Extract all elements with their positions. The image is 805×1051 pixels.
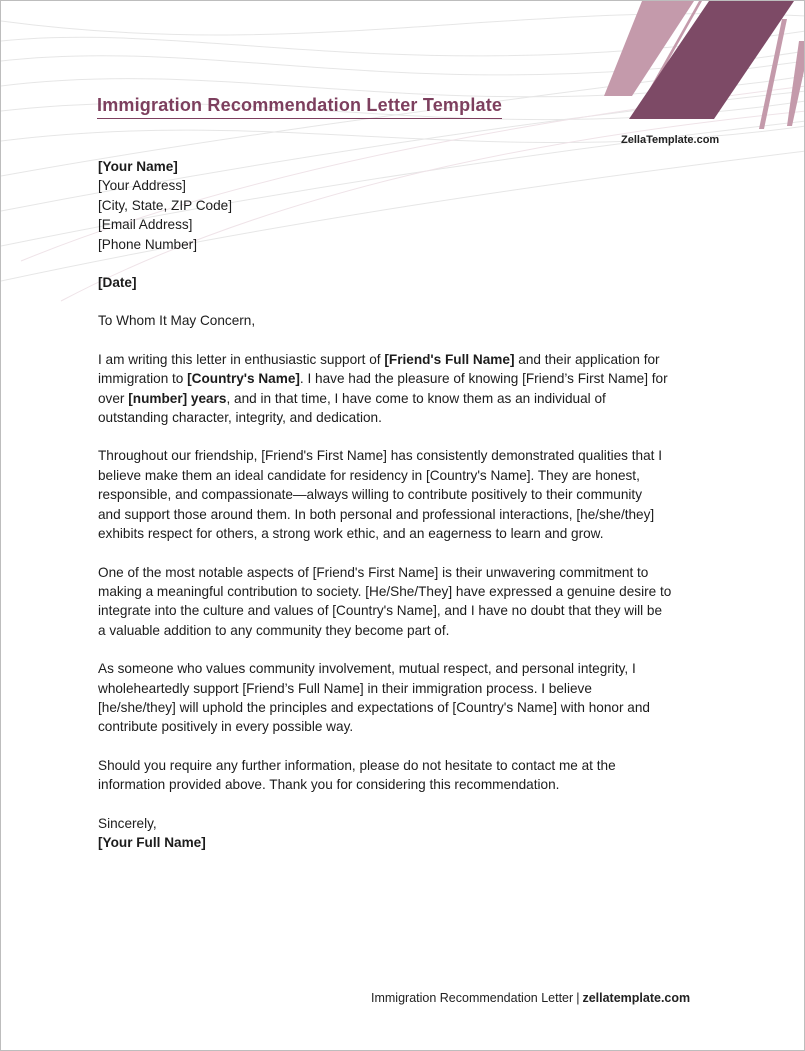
friend-full-name-placeholder: [Friend's Full Name] <box>384 351 515 367</box>
p5-line: Should you require any further information, please do not hesitate to contact me at the <box>98 757 616 773</box>
p2-line: Throughout our friendship, [Friend's First Name] has consistently demonstrated qualities that I <box>98 448 662 464</box>
p1-text: . I have had the pleasure of knowing [Friend’s First Name] for <box>299 371 668 387</box>
p2-line: and support those around them. In both personal and professional interactions, [he/she/they] <box>98 506 655 522</box>
p2-line: responsible, and compassionate—always willing to contribute positively to their community <box>98 487 643 503</box>
sender-email: [Email Address] <box>98 217 193 233</box>
sender-name: [Your Name] <box>98 159 178 174</box>
p3-line: One of the most notable aspects of [Friend's First Name] is their unwavering commitment to <box>98 564 649 580</box>
p2-line: exhibits respect for others, a strong work ethic, and an eagerness to learn and grow. <box>98 526 604 542</box>
corner-decoration <box>604 1 804 136</box>
footer-label: Immigration Recommendation Letter <box>371 991 574 1005</box>
p3-line: making a meaningful contribution to society. [He/She/They] have expressed a genuine desire to <box>98 583 672 599</box>
paragraph-5 <box>98 756 718 795</box>
page-footer <box>371 991 690 1005</box>
paragraph-2 <box>98 446 718 543</box>
sender-phone: [Phone Number] <box>98 236 197 252</box>
sender-address: [Your Address] <box>98 178 186 194</box>
p1-text: immigration to <box>98 371 188 387</box>
p1-text: and their application for <box>514 351 660 367</box>
p3-line: a valuable addition to any community they become part of. <box>98 622 450 638</box>
salutation: To Whom It May Concern, <box>98 313 256 329</box>
letter-date: [Date] <box>98 275 137 291</box>
p3-line: integrate into the culture and values of [Country's Name], and I have no doubt that they will be <box>98 603 663 619</box>
signature-name: [Your Full Name] <box>98 834 206 850</box>
country-name-placeholder: [Country's Name] <box>187 371 300 387</box>
p4-line: As someone who values community involvement, mutual respect, and personal integrity, I <box>98 661 636 677</box>
p2-line: believe make them an ideal candidate for residency in [Country's Name]. They are honest, <box>98 467 640 483</box>
letter-body <box>98 157 718 852</box>
p1-text: outstanding character, integrity, and dedication. <box>98 410 382 426</box>
p4-line: contribute positively in every possible way. <box>98 719 354 735</box>
closing: Sincerely, <box>98 815 157 831</box>
sender-city-state-zip: [City, State, ZIP Code] <box>98 197 232 213</box>
document-title: Immigration Recommendation Letter Template <box>97 95 502 119</box>
site-tag: ZellaTemplate.com <box>621 134 720 146</box>
paragraph-4 <box>98 659 718 737</box>
p1-text: over <box>98 390 129 406</box>
paragraph-1 <box>98 350 718 428</box>
paragraph-3 <box>98 563 718 641</box>
footer-site: zellatemplate.com <box>582 991 691 1005</box>
p1-text: I am writing this letter in enthusiastic support of <box>98 351 385 367</box>
number-years-placeholder: [number] years <box>128 390 227 406</box>
p4-line: [he/she/they] will uphold the principles and expectations of [Country's Name] with honor and <box>98 699 650 715</box>
edge-stripe-shape <box>787 41 804 126</box>
p5-line: information provided above. Thank you for considering this recommendation. <box>98 777 560 793</box>
footer-separator: | <box>576 991 580 1005</box>
p1-text: , and in that time, I have come to know them as an individual of <box>226 390 606 406</box>
p4-line: wholeheartedly support [Friend’s Full Name] in their immigration process. I believe <box>98 680 592 696</box>
